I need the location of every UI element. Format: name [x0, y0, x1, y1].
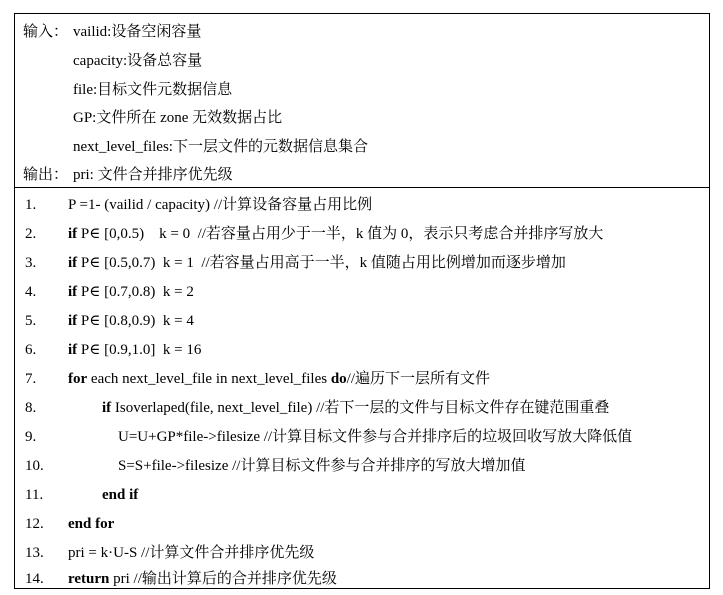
line-number: 6. — [25, 342, 37, 358]
output-pri: pri: 文件合并排序优先级 — [73, 167, 233, 183]
keyword: end if — [102, 487, 139, 503]
code-text: pri = k·U-S //计算文件合并排序优先级 — [68, 545, 315, 561]
keyword: end for — [68, 516, 115, 532]
code-text: P∈ [0.7,0.8) k = 2 — [77, 284, 194, 300]
code-line — [68, 311, 194, 331]
code-line — [68, 514, 114, 534]
code-line — [118, 456, 525, 476]
line-number: 8. — [25, 400, 37, 416]
line-number: 11. — [25, 487, 44, 503]
code-line — [68, 543, 314, 563]
code-text: P∈ [0,0.5) k = 0 //若容量占用少于一半，k 值为 0，表示只考虑合并排序写放大 — [77, 226, 604, 242]
line-number: 13. — [25, 545, 44, 561]
keyword: if — [68, 284, 78, 300]
code-line — [68, 224, 603, 244]
code-text: each next_level_file in next_level_files — [87, 371, 331, 387]
code-line — [68, 569, 337, 589]
code-text: pri //输出计算后的合并排序优先级 — [109, 571, 337, 587]
line-number: 3. — [25, 255, 37, 271]
keyword: if — [68, 226, 78, 242]
input-capacity: capacity:设备总容量 — [73, 53, 203, 69]
line-number: 10. — [25, 458, 44, 474]
header-divider — [15, 187, 709, 188]
code-text: P =1- (vailid / capacity) //计算设备容量占用比例 — [68, 197, 373, 213]
keyword: if — [68, 313, 78, 329]
code-text: S=S+file->filesize //计算目标文件参与合并排序的写放大增加值 — [118, 458, 526, 474]
keyword: if — [102, 400, 112, 416]
code-line — [68, 253, 566, 273]
input-next-level-files: next_level_files:下一层文件的元数据信息集合 — [73, 139, 368, 155]
line-number: 4. — [25, 284, 37, 300]
code-text: P∈ [0.9,1.0] k = 16 — [77, 342, 202, 358]
code-text: //遍历下一层所有文件 — [346, 371, 490, 387]
code-text: Isoverlaped(file, next_level_file) //若下一层的文件与目标文件存在键范围重叠 — [111, 400, 610, 416]
code-line — [68, 369, 490, 389]
line-number: 1. — [25, 197, 37, 213]
line-number: 7. — [25, 371, 37, 387]
line-number: 14. — [25, 571, 44, 587]
line-number: 9. — [25, 429, 37, 445]
output-label: 输出： — [23, 167, 69, 183]
code-text: U=U+GP*file->filesize //计算目标文件参与合并排序后的垃圾回收写放大降低值 — [118, 429, 633, 445]
keyword: for — [68, 371, 88, 387]
code-line — [118, 427, 632, 447]
input-vailid: vailid:设备空闲容量 — [73, 24, 202, 40]
code-line — [68, 282, 194, 302]
code-line — [102, 485, 138, 505]
code-line — [68, 195, 372, 215]
line-number: 2. — [25, 226, 37, 242]
input-label: 输入： — [23, 24, 69, 40]
keyword: if — [68, 255, 78, 271]
input-gp: GP:文件所在 zone 无效数据占比 — [73, 110, 283, 126]
code-line — [68, 340, 201, 360]
code-text: P∈ [0.5,0.7) k = 1 //若容量占用高于一半，k 值随占用比例增加而逐步增加 — [77, 255, 566, 271]
code-line — [102, 398, 609, 418]
code-text: P∈ [0.8,0.9) k = 4 — [77, 313, 194, 329]
input-file: file:目标文件元数据信息 — [73, 82, 233, 98]
keyword: return — [68, 571, 110, 587]
algorithm-box — [14, 13, 710, 589]
line-number: 12. — [25, 516, 44, 532]
keyword: if — [68, 342, 78, 358]
line-number: 5. — [25, 313, 37, 329]
keyword: do — [330, 371, 347, 387]
